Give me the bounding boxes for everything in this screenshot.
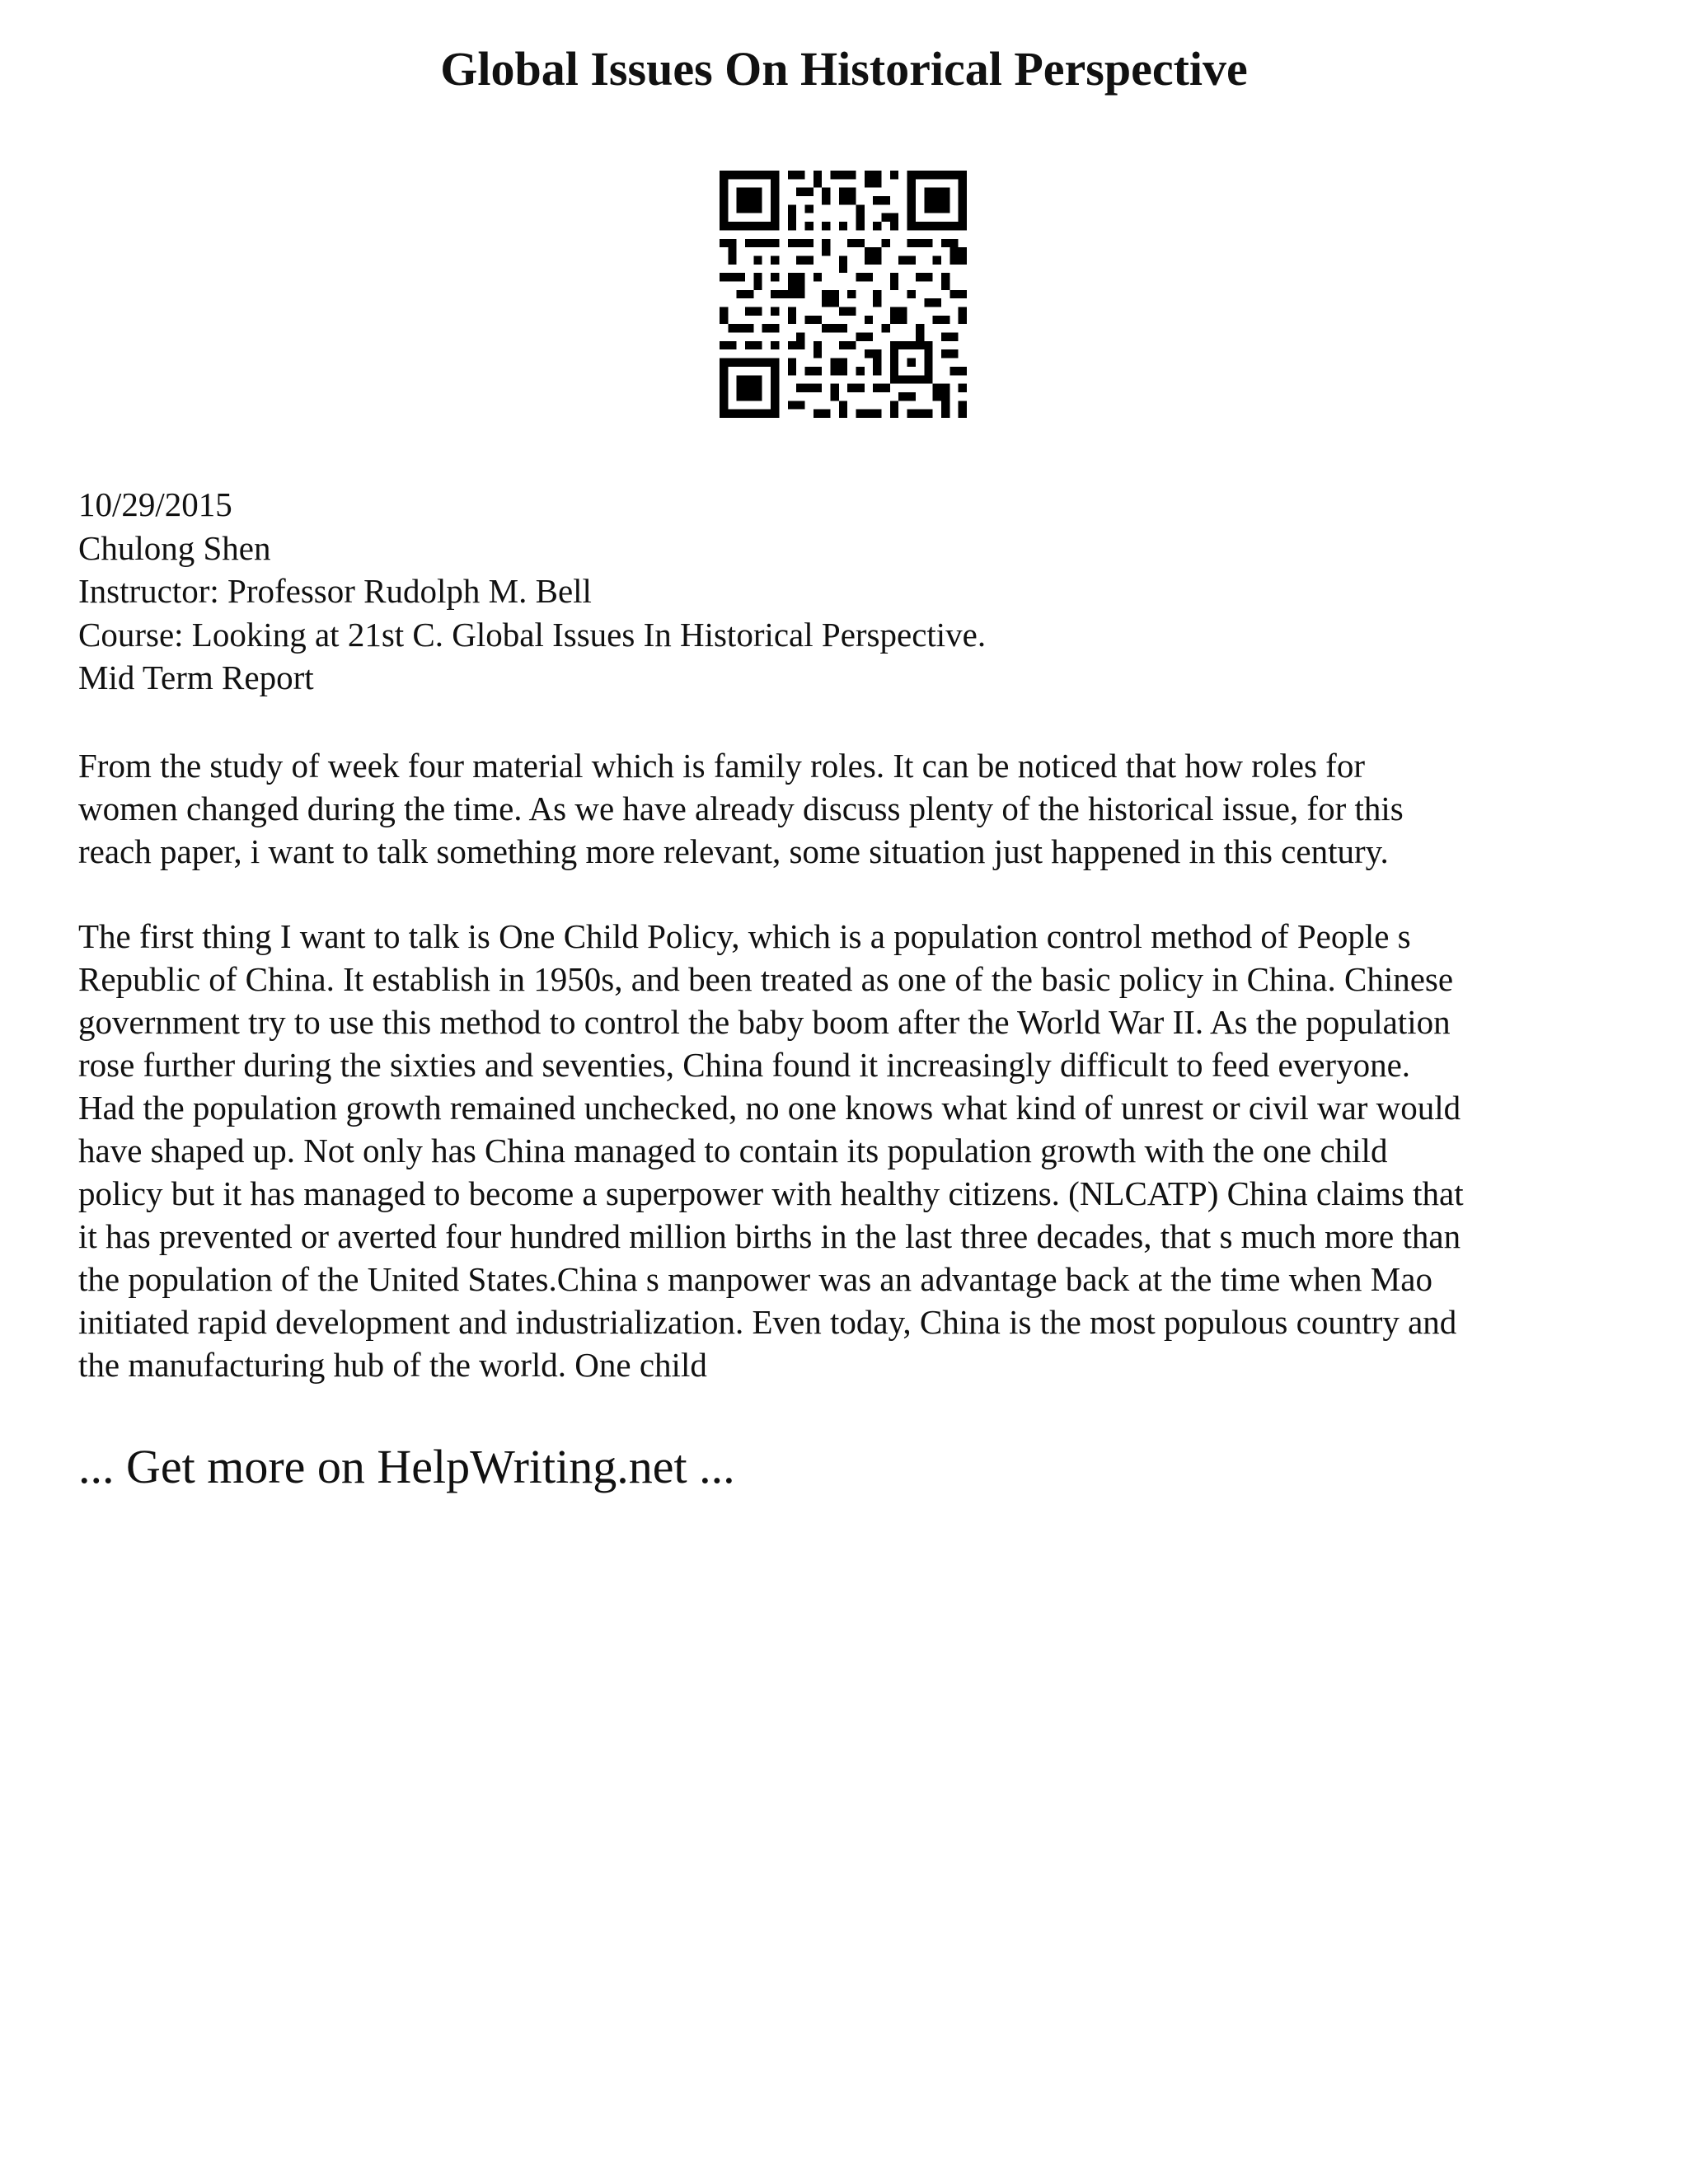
- get-more-link[interactable]: ... Get more on HelpWriting.net ...: [78, 1440, 735, 1493]
- author-name: Chulong Shen: [78, 528, 271, 567]
- instructor-line: Instructor: Professor Rudolph M. Bell: [78, 572, 592, 610]
- intro-paragraph: [78, 744, 1620, 873]
- paragraph-line: Republic of China. It establish in 1950s, and been treated as one of the basic policy in China. Chinese: [78, 960, 1454, 998]
- report-type: Mid Term Report: [78, 658, 314, 696]
- document-title: Global Issues On Historical Perspective: [440, 42, 1248, 96]
- qr-code-icon: [720, 171, 967, 418]
- paragraph-line: initiated rapid development and industrialization. Even today, China is the most populous country and: [78, 1303, 1457, 1341]
- paragraph-line: The first thing I want to talk is One Child Policy, which is a population control method of People s: [78, 917, 1411, 955]
- paragraph-line: the manufacturing hub of the world. One child: [78, 1346, 707, 1384]
- course-line: Course: Looking at 21st C. Global Issues In Historical Perspective.: [78, 615, 987, 654]
- paragraph-line: reach paper, i want to talk something more relevant, some situation just happened in this century.: [78, 832, 1389, 870]
- paragraph-line: women changed during the time. As we have already discuss plenty of the historical issue, for this: [78, 790, 1404, 827]
- report-date: 10/29/2015: [78, 485, 232, 523]
- paragraph-line: rose further during the sixties and seventies, China found it increasingly difficult to feed everyone.: [78, 1046, 1411, 1084]
- paragraph-line: Had the population growth remained unchecked, no one knows what kind of unrest or civil war would: [78, 1089, 1461, 1127]
- paragraph-line: have shaped up. Not only has China managed to contain its population growth with the one child: [78, 1132, 1388, 1169]
- paragraph-line: From the study of week four material which is family roles. It can be noticed that how roles for: [78, 747, 1365, 785]
- report-header: [78, 483, 1611, 700]
- paragraph-line: it has prevented or averted four hundred million births in the last three decades, that s much more than: [78, 1217, 1461, 1255]
- policy-paragraph: [78, 915, 1620, 1386]
- paragraph-line: policy but it has managed to become a superpower with healthy citizens. (NLCATP) China claims that: [78, 1174, 1464, 1212]
- paragraph-line: the population of the United States.China s manpower was an advantage back at the time when Mao: [78, 1260, 1432, 1298]
- paragraph-line: government try to use this method to control the baby boom after the World War II. As the population: [78, 1003, 1451, 1041]
